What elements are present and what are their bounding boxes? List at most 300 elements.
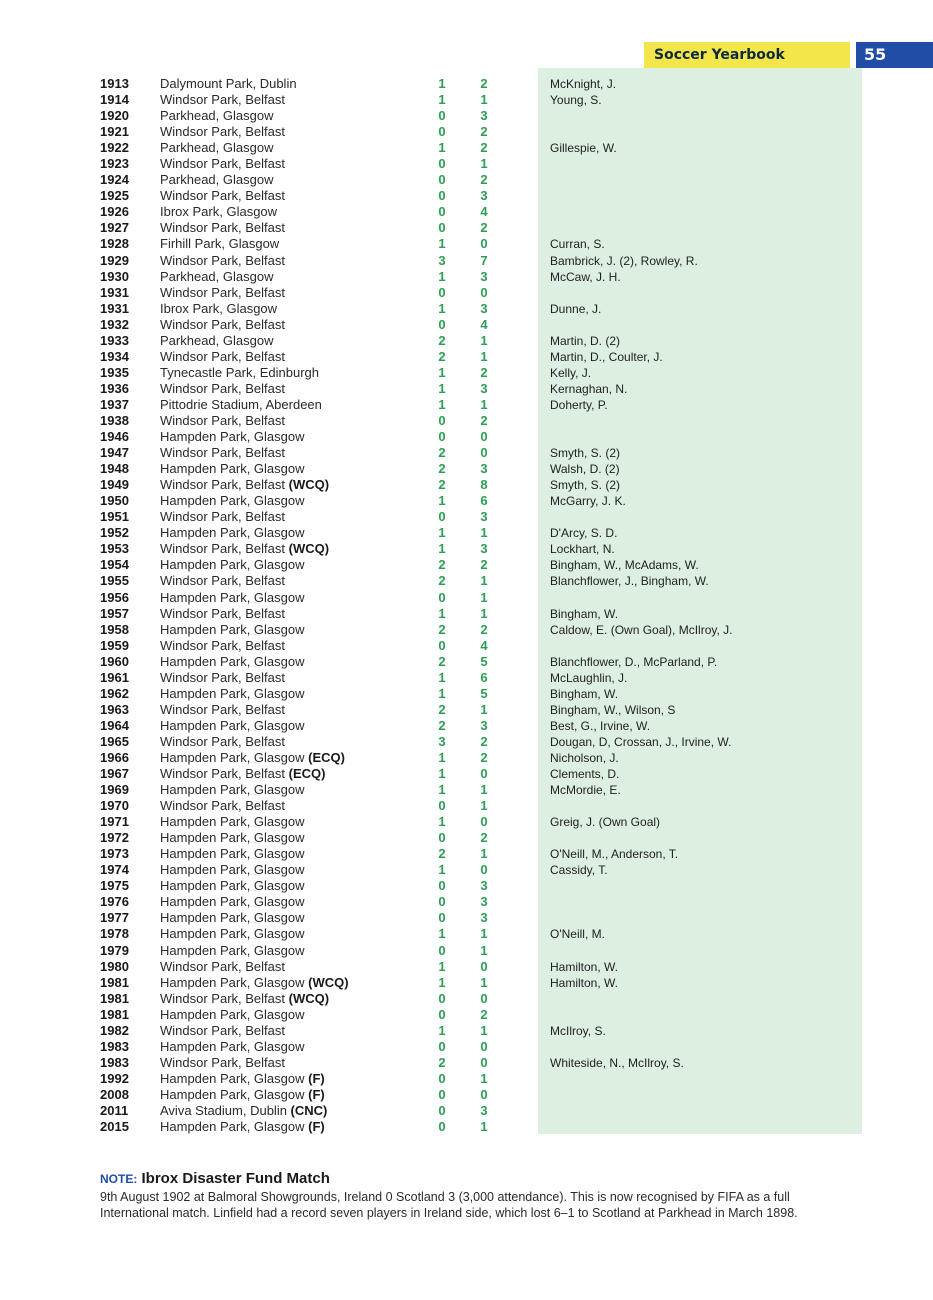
match-venue <box>160 509 285 525</box>
scotland-score: 3 <box>480 878 488 894</box>
scotland-score: 1 <box>480 589 488 605</box>
match-year: 1962 <box>100 685 129 701</box>
competition-tag: (WCQ) <box>308 974 349 990</box>
table-row <box>0 172 933 188</box>
table-row <box>0 573 933 589</box>
page-number: 55 <box>856 42 933 68</box>
ireland-score: 0 <box>438 910 446 926</box>
scotland-score: 2 <box>480 1006 488 1022</box>
ireland-score: 1 <box>438 669 446 685</box>
match-year: 1971 <box>100 814 129 830</box>
match-year: 1920 <box>100 108 129 124</box>
scotland-score: 1 <box>480 974 488 990</box>
scotland-score: 3 <box>480 188 488 204</box>
venue-name: Windsor Park, Belfast <box>160 220 285 236</box>
table-row <box>0 1007 933 1023</box>
ireland-score: 0 <box>438 894 446 910</box>
venue-name: Parkhead, Glasgow <box>160 140 274 156</box>
match-year: 1949 <box>100 477 129 493</box>
scotland-score: 0 <box>480 1054 488 1070</box>
ireland-score: 1 <box>438 140 446 156</box>
match-venue <box>160 975 349 991</box>
scotland-score: 1 <box>480 942 488 958</box>
match-year: 1955 <box>100 573 129 589</box>
match-venue <box>160 477 329 493</box>
match-year: 1932 <box>100 316 129 332</box>
ireland-score: 0 <box>438 878 446 894</box>
match-venue <box>160 846 305 862</box>
scotland-score: 1 <box>480 798 488 814</box>
scotland-score: 3 <box>480 300 488 316</box>
venue-name: Windsor Park, Belfast <box>160 188 285 204</box>
table-row <box>0 798 933 814</box>
venue-name: Windsor Park, Belfast <box>160 541 289 557</box>
venue-name: Windsor Park, Belfast <box>160 605 285 621</box>
venue-name: Windsor Park, Belfast <box>160 412 285 428</box>
venue-name: Parkhead, Glasgow <box>160 268 274 284</box>
venue-name: Windsor Park, Belfast <box>160 1022 285 1038</box>
note-body: 9th August 1902 at Balmoral Showgrounds, Ireland 0 Scotland 3 (3,000 attendance). This is now recognised by FIFA as a full International match. Linfield had a record seven players in Ireland side, which lost 6–1 to Scotland at Parkhead in March 1898. <box>100 1190 798 1220</box>
scotland-score: 3 <box>480 509 488 525</box>
scotland-score: 0 <box>480 1038 488 1054</box>
goal-scorers: Clements, D. <box>550 767 620 782</box>
ireland-score: 1 <box>438 974 446 990</box>
ireland-score: 0 <box>438 1086 446 1102</box>
match-venue <box>160 830 305 846</box>
ireland-score: 1 <box>438 766 446 782</box>
ireland-score: 0 <box>438 637 446 653</box>
page-header <box>644 42 933 68</box>
match-year: 1927 <box>100 220 129 236</box>
match-year: 1936 <box>100 380 129 396</box>
match-venue <box>160 1071 325 1087</box>
table-row <box>0 285 933 301</box>
match-venue <box>160 269 273 285</box>
goal-scorers: Whiteside, N., McIlroy, S. <box>550 1055 684 1070</box>
table-row <box>0 253 933 269</box>
table-row <box>0 92 933 108</box>
table-row <box>0 204 933 220</box>
note-heading <box>100 1170 860 1187</box>
match-year: 1967 <box>100 766 129 782</box>
match-venue <box>160 573 285 589</box>
venue-name: Windsor Park, Belfast <box>160 156 285 172</box>
venue-name: Windsor Park, Belfast <box>160 380 285 396</box>
goal-scorers: Martin, D., Coulter, J. <box>550 349 663 364</box>
venue-name: Hampden Park, Glasgow <box>160 862 305 878</box>
table-row <box>0 557 933 573</box>
match-year: 1931 <box>100 300 129 316</box>
table-row <box>0 975 933 991</box>
ireland-score: 2 <box>438 717 446 733</box>
match-year: 1952 <box>100 525 129 541</box>
table-row <box>0 269 933 285</box>
table-row <box>0 1103 933 1119</box>
goal-scorers: Smyth, S. (2) <box>550 446 621 461</box>
scotland-score: 1 <box>480 332 488 348</box>
table-row <box>0 894 933 910</box>
match-year: 1982 <box>100 1022 129 1038</box>
ireland-score: 1 <box>438 525 446 541</box>
scotland-score: 2 <box>480 364 488 380</box>
match-venue <box>160 926 305 942</box>
scotland-score: 2 <box>480 621 488 637</box>
goal-scorers: Kelly, J. <box>550 365 592 380</box>
scotland-score: 0 <box>480 236 488 252</box>
scotland-score: 3 <box>480 1103 488 1118</box>
match-venue <box>160 541 329 557</box>
match-year: 1983 <box>100 1054 129 1070</box>
match-venue <box>160 686 305 702</box>
venue-name: Parkhead, Glasgow <box>160 332 274 348</box>
match-venue <box>160 766 325 782</box>
goal-scorers: Bingham, W. <box>550 606 619 621</box>
venue-name: Ibrox Park, Glasgow <box>160 204 278 220</box>
match-year: 1960 <box>100 653 129 669</box>
ireland-score: 2 <box>438 701 446 717</box>
ireland-score: 0 <box>438 589 446 605</box>
match-venue <box>160 429 305 445</box>
table-row <box>0 301 933 317</box>
scotland-score: 2 <box>480 557 488 573</box>
table-row <box>0 333 933 349</box>
match-venue <box>160 124 285 140</box>
scotland-score: 3 <box>480 268 488 284</box>
venue-name: Parkhead, Glasgow <box>160 108 274 124</box>
scotland-score: 8 <box>480 477 488 493</box>
ireland-score: 1 <box>438 958 446 974</box>
table-row <box>0 814 933 830</box>
match-venue <box>160 622 305 638</box>
match-year: 1948 <box>100 461 129 477</box>
match-year: 1972 <box>100 830 129 846</box>
match-venue <box>160 445 285 461</box>
venue-name: Windsor Park, Belfast <box>160 1054 285 1070</box>
table-row <box>0 766 933 782</box>
goal-scorers: Gillespie, W. <box>550 141 617 156</box>
competition-tag: (ECQ) <box>308 749 345 765</box>
ireland-score: 2 <box>438 348 446 364</box>
venue-name: Hampden Park, Glasgow <box>160 1119 309 1135</box>
table-row <box>0 991 933 1007</box>
match-year: 1950 <box>100 493 129 509</box>
match-year: 1921 <box>100 124 129 140</box>
match-venue <box>160 1103 327 1119</box>
ireland-score: 0 <box>438 172 446 188</box>
table-row <box>0 525 933 541</box>
goal-scorers: McKnight, J. <box>550 77 617 91</box>
table-row <box>0 686 933 702</box>
table-row <box>0 1119 933 1135</box>
match-venue <box>160 317 285 333</box>
match-year: 1992 <box>100 1070 129 1086</box>
ireland-score: 0 <box>438 412 446 428</box>
match-year: 1961 <box>100 669 129 685</box>
table-row <box>0 878 933 894</box>
table-row <box>0 926 933 942</box>
goal-scorers: Hamilton, W. <box>550 959 619 974</box>
goal-scorers: Hamilton, W. <box>550 975 619 990</box>
yearbook-title: Soccer Yearbook <box>644 42 850 68</box>
scotland-score: 3 <box>480 380 488 396</box>
scotland-score: 5 <box>480 685 488 701</box>
match-venue <box>160 894 305 910</box>
venue-name: Windsor Park, Belfast <box>160 348 285 364</box>
table-row <box>0 317 933 333</box>
match-venue <box>160 798 285 814</box>
venue-name: Windsor Park, Belfast <box>160 316 285 332</box>
venue-name: Hampden Park, Glasgow <box>160 974 309 990</box>
ireland-score: 0 <box>438 316 446 332</box>
match-year: 1928 <box>100 236 129 252</box>
ireland-score: 0 <box>438 1070 446 1086</box>
venue-name: Windsor Park, Belfast <box>160 445 285 461</box>
table-row <box>0 1071 933 1087</box>
venue-name: Windsor Park, Belfast <box>160 573 285 589</box>
scotland-score: 0 <box>480 814 488 830</box>
scotland-score: 1 <box>480 1070 488 1086</box>
venue-name: Hampden Park, Glasgow <box>160 1038 305 1054</box>
match-venue <box>160 750 345 766</box>
goal-scorers: McMordie, E. <box>550 783 621 798</box>
match-year: 1923 <box>100 156 129 172</box>
match-year: 1953 <box>100 541 129 557</box>
match-year: 2011 <box>100 1103 129 1118</box>
match-year: 1924 <box>100 172 129 188</box>
venue-name: Hampden Park, Glasgow <box>160 493 305 509</box>
table-row <box>0 140 933 156</box>
table-row <box>0 477 933 493</box>
match-venue <box>160 606 285 622</box>
ireland-score: 2 <box>438 621 446 637</box>
match-venue <box>160 92 285 108</box>
ireland-score: 1 <box>438 605 446 621</box>
match-year: 1964 <box>100 717 129 733</box>
table-row <box>0 413 933 429</box>
venue-name: Hampden Park, Glasgow <box>160 621 305 637</box>
venue-name: Aviva Stadium, Dublin <box>160 1103 291 1118</box>
venue-name: Hampden Park, Glasgow <box>160 429 305 445</box>
match-venue <box>160 365 319 381</box>
venue-name: Hampden Park, Glasgow <box>160 878 305 894</box>
venue-name: Ibrox Park, Glasgow <box>160 300 278 316</box>
goal-scorers: Blanchflower, D., McParland, P. <box>550 654 718 669</box>
match-year: 1983 <box>100 1038 129 1054</box>
venue-name: Dalymount Park, Dublin <box>160 76 297 91</box>
scotland-score: 3 <box>480 910 488 926</box>
scotland-score: 2 <box>480 172 488 188</box>
match-venue <box>160 220 285 236</box>
venue-name: Windsor Park, Belfast <box>160 990 289 1006</box>
match-year: 1926 <box>100 204 129 220</box>
ireland-score: 0 <box>438 942 446 958</box>
scotland-score: 1 <box>480 701 488 717</box>
scotland-score: 2 <box>480 140 488 156</box>
match-venue <box>160 557 305 573</box>
scotland-score: 0 <box>480 958 488 974</box>
match-venue <box>160 943 305 959</box>
match-venue <box>160 910 305 926</box>
goal-scorers: Blanchflower, J., Bingham, W. <box>550 574 709 589</box>
competition-tag: (CNC) <box>290 1103 328 1118</box>
match-venue <box>160 638 285 654</box>
ireland-score: 2 <box>438 461 446 477</box>
venue-name: Windsor Park, Belfast <box>160 958 285 974</box>
ireland-score: 2 <box>438 332 446 348</box>
scotland-score: 2 <box>480 412 488 428</box>
match-year: 1929 <box>100 252 129 268</box>
venue-name: Windsor Park, Belfast <box>160 669 285 685</box>
competition-tag: (F) <box>308 1086 325 1102</box>
table-row <box>0 830 933 846</box>
ireland-score: 0 <box>438 830 446 846</box>
match-year: 1966 <box>100 749 129 765</box>
venue-name: Windsor Park, Belfast <box>160 798 285 814</box>
match-year: 1951 <box>100 509 129 525</box>
ireland-score: 0 <box>438 429 446 445</box>
match-year: 1934 <box>100 348 129 364</box>
goal-scorers: Dougan, D, Crossan, J., Irvine, W. <box>550 734 732 749</box>
venue-name: Windsor Park, Belfast <box>160 637 285 653</box>
goal-scorers: Bambrick, J. (2), Rowley, R. <box>550 253 698 268</box>
ireland-score: 1 <box>438 926 446 942</box>
match-venue <box>160 782 305 798</box>
table-row <box>0 493 933 509</box>
match-year: 1981 <box>100 974 129 990</box>
goal-scorers: Cassidy, T. <box>550 863 608 878</box>
venue-name: Hampden Park, Glasgow <box>160 749 309 765</box>
venue-name: Windsor Park, Belfast <box>160 733 285 749</box>
table-row <box>0 606 933 622</box>
venue-name: Parkhead, Glasgow <box>160 172 274 188</box>
goal-scorers: Lockhart, N. <box>550 542 615 557</box>
match-venue <box>160 702 285 718</box>
scotland-score: 4 <box>480 204 488 220</box>
ireland-score: 0 <box>438 990 446 1006</box>
scotland-score: 4 <box>480 316 488 332</box>
table-row <box>0 461 933 477</box>
table-row <box>0 236 933 252</box>
scotland-score: 1 <box>480 525 488 541</box>
table-row <box>0 750 933 766</box>
match-venue <box>160 397 322 413</box>
goal-scorers: Bingham, W., McAdams, W. <box>550 558 699 573</box>
ireland-score: 1 <box>438 92 446 108</box>
scotland-score: 3 <box>480 541 488 557</box>
table-row <box>0 76 933 92</box>
venue-name: Hampden Park, Glasgow <box>160 557 305 573</box>
match-year: 1963 <box>100 701 129 717</box>
competition-tag: (F) <box>308 1070 325 1086</box>
scotland-score: 1 <box>480 1119 488 1135</box>
scotland-score: 3 <box>480 108 488 124</box>
match-venue <box>160 525 305 541</box>
match-year: 1981 <box>100 1006 129 1022</box>
match-venue <box>160 878 305 894</box>
venue-name: Windsor Park, Belfast <box>160 509 285 525</box>
ireland-score: 1 <box>438 300 446 316</box>
scotland-score: 2 <box>480 733 488 749</box>
goal-scorers: Caldow, E. (Own Goal), McIlroy, J. <box>550 622 733 637</box>
venue-name: Hampden Park, Glasgow <box>160 782 305 798</box>
match-year: 1958 <box>100 621 129 637</box>
ireland-score: 1 <box>438 685 446 701</box>
table-row <box>0 718 933 734</box>
venue-name: Windsor Park, Belfast <box>160 284 285 300</box>
goal-scorers: O'Neill, M. <box>550 927 605 942</box>
goal-scorers: D'Arcy, S. D. <box>550 526 618 541</box>
match-venue <box>160 670 285 686</box>
match-year: 1969 <box>100 782 129 798</box>
ireland-score: 0 <box>438 188 446 204</box>
table-row <box>0 124 933 140</box>
match-year: 1970 <box>100 798 129 814</box>
competition-tag: (WCQ) <box>288 477 330 493</box>
scotland-score: 6 <box>480 493 488 509</box>
match-venue <box>160 381 285 397</box>
ireland-score: 3 <box>438 252 446 268</box>
venue-name: Windsor Park, Belfast <box>160 92 285 108</box>
competition-tag: (ECQ) <box>288 766 326 782</box>
scotland-score: 1 <box>480 156 488 172</box>
venue-name: Windsor Park, Belfast <box>160 124 285 140</box>
ireland-score: 1 <box>438 749 446 765</box>
ireland-score: 0 <box>438 204 446 220</box>
scotland-score: 3 <box>480 717 488 733</box>
scotland-score: 1 <box>480 573 488 589</box>
ireland-score: 0 <box>438 124 446 140</box>
note-title: Ibrox Disaster Fund Match <box>141 1170 330 1187</box>
ireland-score: 0 <box>438 284 446 300</box>
goal-scorers: McGarry, J. K. <box>550 494 626 509</box>
scotland-score: 0 <box>480 445 488 461</box>
goal-scorers: Young, S. <box>550 93 602 108</box>
venue-name: Hampden Park, Glasgow <box>160 1070 309 1086</box>
ireland-score: 1 <box>438 364 446 380</box>
table-row <box>0 670 933 686</box>
note-label: NOTE: <box>100 1172 138 1186</box>
match-year: 1979 <box>100 942 129 958</box>
goal-scorers: Nicholson, J. <box>550 750 619 765</box>
scotland-score: 1 <box>480 348 488 364</box>
match-venue <box>160 108 273 124</box>
table-row <box>0 156 933 172</box>
scotland-score: 2 <box>480 124 488 140</box>
match-venue <box>160 1007 305 1023</box>
match-venue <box>160 236 279 252</box>
scotland-score: 1 <box>480 1022 488 1038</box>
table-row <box>0 365 933 381</box>
scotland-score: 6 <box>480 669 488 685</box>
match-venue <box>160 204 277 220</box>
scotland-score: 1 <box>480 92 488 108</box>
scotland-score: 1 <box>480 396 488 412</box>
venue-name: Windsor Park, Belfast <box>160 252 285 268</box>
table-row <box>0 1039 933 1055</box>
match-venue <box>160 718 305 734</box>
scotland-score: 0 <box>480 862 488 878</box>
scotland-score: 5 <box>480 653 488 669</box>
venue-name: Hampden Park, Glasgow <box>160 814 305 830</box>
ireland-score: 2 <box>438 573 446 589</box>
table-row <box>0 1023 933 1039</box>
match-year: 1913 <box>100 76 129 91</box>
match-year: 1954 <box>100 557 129 573</box>
match-year: 1977 <box>100 910 129 926</box>
ireland-score: 0 <box>438 509 446 525</box>
goal-scorers: Kernaghan, N. <box>550 381 628 396</box>
scotland-score: 2 <box>480 830 488 846</box>
